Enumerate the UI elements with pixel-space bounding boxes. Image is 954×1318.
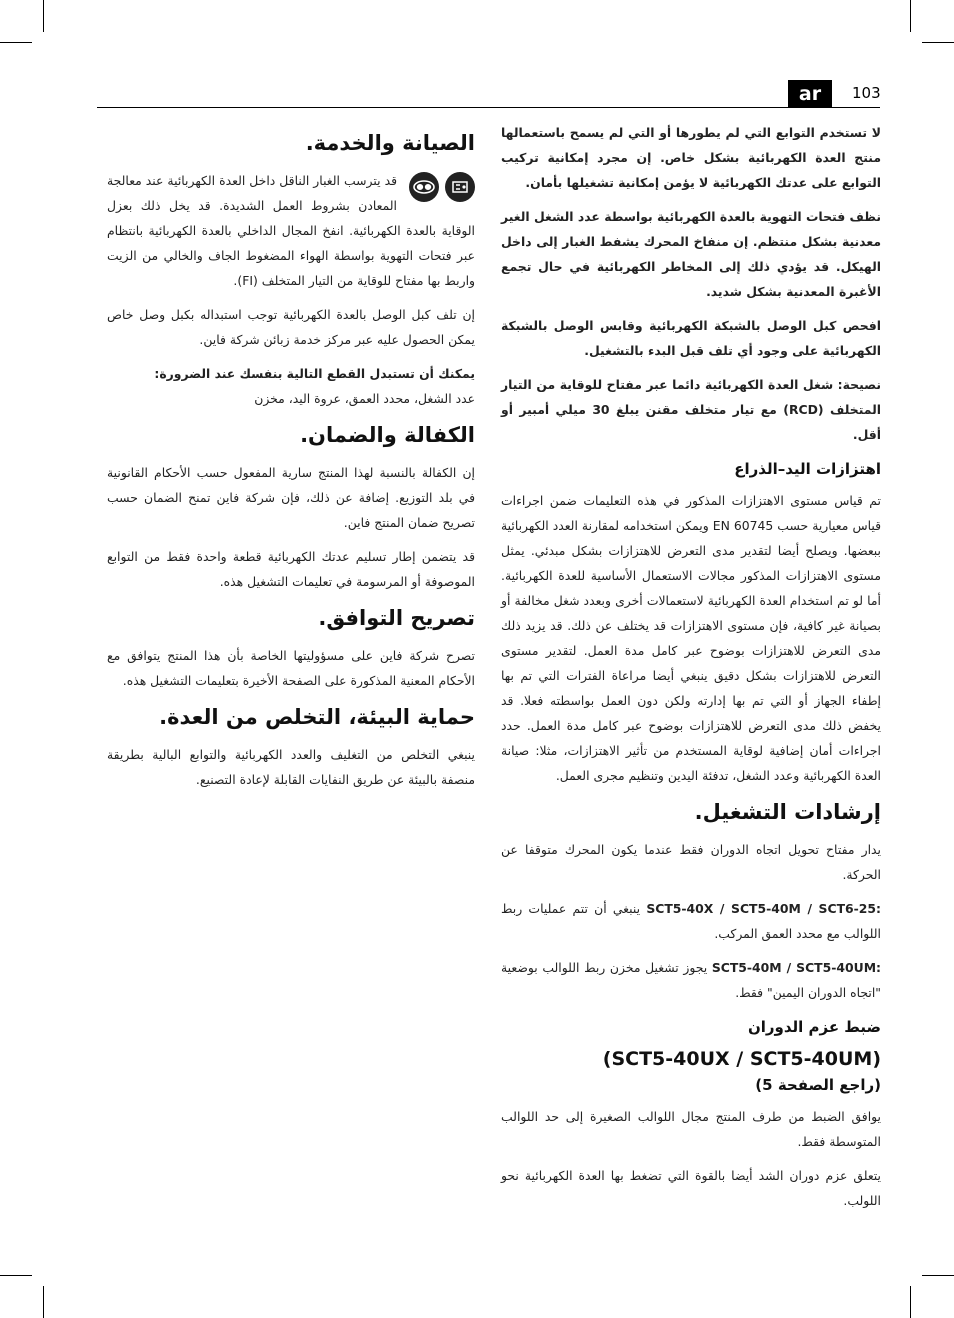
paragraph-direction-switch: يدار مفتاح تحويل اتجاه الدوران فقط عندما يكون المحرك متوقفا عن الحركة. <box>501 842 881 882</box>
paragraph-magazine <box>501 955 881 1005</box>
paragraph-conformity: تصرح شركة فاين على مسؤوليتها الخاصة بأن هذا المنتج يتوافق مع الأحكام المعنية المذكورة على الصفحة الأخيرة بتعليمات التشغيل هذه. <box>107 648 475 688</box>
paragraph-warranty: إن الكفالة بالنسبة لهذا المنتج سارية المفعول حسب الأحكام القانونية في بلد التوزيع. إضافة عن ذلك، فإن شركة فاين تمنح الضمان حسب تصريح ضمان المنتج فاين. <box>107 465 475 530</box>
heading-torque-ref: (راجع الصفحة 5) <box>755 1076 881 1094</box>
paragraph-vibration: تم قياس مستوى الاهتزازات المذكور في هذه التعليمات ضمن اجراءات قياس معيارية حسب EN 60745 ويمكن استخدامه لمقارنة العدد الكهربائية ببعضها. ويصلح أيضا لتقدير مدى التعرض للاهتزازات بشكل مبدئي. يمثل مستوى الاهتزازات المذكور مجالات الاستعمال الأساسية للعدة الكهربائية. أما لو تم استخدام العدة الكهربائية لاستعمالات أخرى وبعدد شغل مخالفة أو بصيانة غير كافية، فإن مستوى الاهتزازات قد يختلف عن ذلك. قد يزيد ذلك مدى التعرض للاهتزازات بوضوح عبر كامل مدة العمل. لتقدير مستوى التعرض للاهتزازات بشكل دقيق ينبغي أيضا مراعاة الفترات التي تم بها إطفاء الجهاز أو التي تم بها إدارته ولكن دون العمل بواسطته فعلا. قد يخفض ذلك مدى التعرض للاهتزازات بوضوح عبر كامل مدة العمل. حدد اجراءات أمان إضافية لوقاية المستخدم من تأثير الاهتزازات، مثلا: صيانة العدة الكهربائية وعدد الشغل، تدفئة اليدين وتنظيم مجرى العمل. <box>501 493 882 783</box>
paragraph-replace-parts: يمكنك أن تستبدل القطع التالية بنفسك عند الضرورة: <box>154 366 475 381</box>
text-depth-stop: ينبغي أن تتم عمليات ربط اللوالب مع محدد العمق المركب. <box>501 901 881 941</box>
heading-torque-models: (SCT5-40UX / SCT5-40UM) <box>602 1048 881 1070</box>
paragraph-torque-pressure: يتعلق عزم دوران الشد أيضا بالقوة التي تضغط بها العدة الكهربائية نحو اللولب. <box>501 1168 881 1208</box>
rcd-plug-icon <box>445 172 475 202</box>
model-list-1: SCT5-40X / SCT5-40M / SCT6-25: <box>646 901 881 916</box>
heading-torque: ضبط عزم الدوران <box>747 1018 881 1036</box>
heading-conformity: تصريح التوافق. <box>318 606 475 630</box>
heading-vibration: اهتزازات اليد–الذراع <box>734 460 881 478</box>
crop-mark <box>922 1275 954 1276</box>
page-number: 103 <box>852 84 881 102</box>
heading-warranty: الكفالة والضمان. <box>300 423 475 447</box>
heading-environment: حماية البيئة، التخلص من العدة. <box>159 705 475 729</box>
paragraph-vents: نظف فتحات التهوية بالعدة الكهربائية بواسطة عدد الشغل الغير معدنية بشكل منتظم. إن منفاخ المحرك يشفط الغبار إلى داخل الهيكل. قد يؤدي ذلك إلى المخاطر الكهربائية في حال تجمع الأغبرة المعدنية بشكل شديد. <box>501 209 881 299</box>
left-column <box>107 122 475 801</box>
paragraph-rcd-tip: نصيحة: شغل العدة الكهربائية دائما عبر مفتاح للوقاية من التيار المتخلف (RCD) مع تيار متخلف مقنن يبلغ 30 ميلي أمبير أو أقل. <box>501 377 881 442</box>
paragraph-depth-stop <box>501 896 881 946</box>
paragraph-scope: قد يتضمن إطار تسليم عدتك الكهربائية قطعة واحدة فقط من التوابع الموصوفة أو المرسومة في تعليمات التشغيل هذه. <box>107 549 475 589</box>
crop-mark <box>910 0 911 32</box>
crop-mark <box>910 1286 911 1318</box>
header-rule <box>97 107 880 108</box>
goggles-icon <box>409 172 439 202</box>
crop-mark <box>43 1286 44 1318</box>
language-badge: ar <box>788 80 832 108</box>
heading-maintenance: الصيانة والخدمة. <box>305 131 475 155</box>
paragraph-cable-check: افحص كبل الوصل بالشبكة الكهربائية وقابس الوصل بالشبكة الكهربائية على وجود أي تلف قبل البدء بالتشغيل. <box>501 318 881 358</box>
heading-operating-instructions: إرشادات التشغيل. <box>694 800 881 824</box>
paragraph-cable-replace: إن تلف كبل الوصل بالعدة الكهربائية توجب استبداله بكبل وصل خاص يمكن الحصول عليه عبر مركز خدمة زبائن شركة فاين. <box>107 307 475 347</box>
paragraph-parts-list: عدد الشغل، محدد العمق، عروة اليد، مخزن <box>254 391 475 406</box>
paragraph-dust: قد يترسب الغبار الناقل داخل العدة الكهربائية عند معالجة المعادن بشروط العمل الشديدة. قد يخل ذلك بعزل الوقاية بالعدة الكهربائية. انفخ المجال الداخلي بالعدة الكهربائية بانتظام عبر فتحات التهوية بواسطة الهواء المضغوط الجاف والخالي من الزيت واربط بها مفتاح للوقاية من التيار المتخلف (FI). <box>107 173 475 288</box>
text-magazine: يجوز تشغيل مخزن ربط اللوالب بوضعية "اتجاه الدوران اليمين" فقط. <box>501 960 881 1000</box>
warning-icons <box>405 168 475 208</box>
paragraph-torque-range: يوافق الضبط من طرف المنتج مجال اللوالب الصغيرة إلى حد اللوالب المتوسطة فقط. <box>501 1109 881 1149</box>
crop-mark <box>0 42 32 43</box>
crop-mark <box>43 0 44 32</box>
paragraph-environment: ينبغي التخلص من التغليف والعدد الكهربائية والتوابع البالية بطريقة منصفة بالبيئة عن طريق النفايات القابلة لإعادة التصنيع. <box>107 747 475 787</box>
paragraph-accessories: لا تستخدم التوابع التي لم يطورها أو التي لم يسمح باستعمالها منتج العدة الكهربائية بشكل خاص. إن مجرد إمكانية تركيب التوابع على عدتك الكهربائية لا يؤمن إمكانية تشغيلها بأمان. <box>501 125 881 190</box>
model-list-2: SCT5-40M / SCT5-40UM: <box>711 960 881 975</box>
right-column <box>501 120 881 1222</box>
crop-mark <box>922 42 954 43</box>
crop-mark <box>0 1275 32 1276</box>
